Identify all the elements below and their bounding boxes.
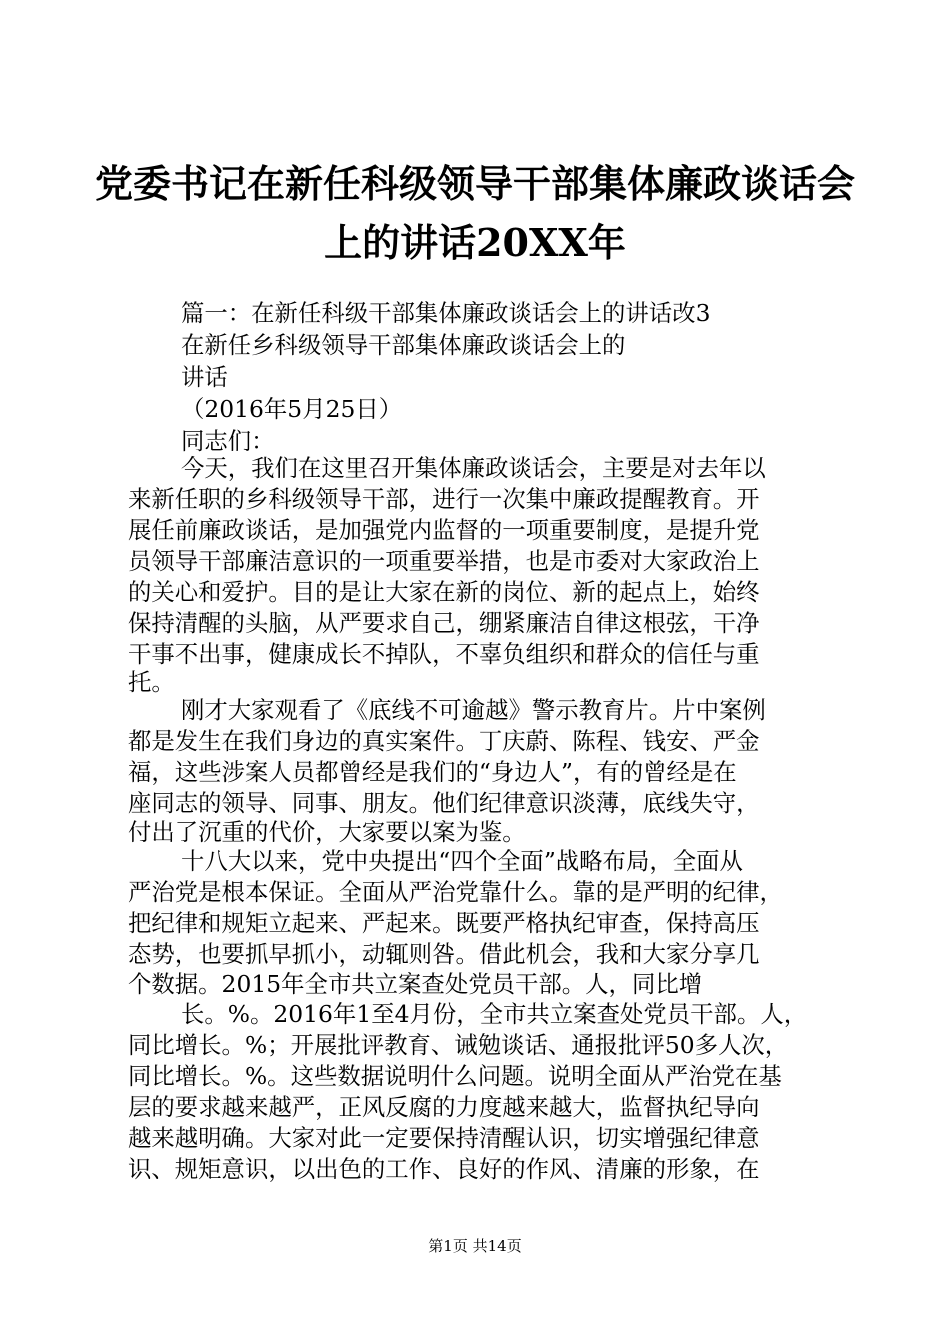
body-line: 识、规矩意识，以出色的工作、良好的作风、清廉的形象，在 — [128, 1155, 760, 1183]
subtitle-line: 在新任乡科级领导干部集体廉政谈话会上的 — [181, 331, 626, 359]
body-line: 十八大以来，党中央提出“四个全面”战略布局，全面从 — [181, 847, 743, 875]
body-line: 保持清醒的头脑，从严要求自己，绷紧廉洁自律这根弦，干净 — [128, 609, 760, 637]
body-line: 个数据。2015年全市共立案查处党员干部。人，同比增 — [128, 970, 703, 998]
body-line: 层的要求越来越严，正风反腐的力度越来越大，监督执纪导向 — [128, 1093, 760, 1121]
body-line: 展任前廉政谈话，是加强党内监督的一项重要制度，是提升党 — [128, 516, 760, 544]
body-line: 把纪律和规矩立起来、严起来。既要严格执纪审查，保持高压 — [128, 909, 760, 937]
body-line: 的关心和爱护。目的是让大家在新的岗位、新的起点上，始终 — [128, 578, 760, 606]
body-line: 同比增长。%。这些数据说明什么问题。说明全面从严治党在基 — [128, 1062, 782, 1090]
body-line: 来新任职的乡科级领导干部，进行一次集中廉政提醒教育。开 — [128, 485, 760, 513]
subtitle-line: 讲话 — [181, 363, 228, 391]
body-line: 座同志的领导、同事、朋友。他们纪律意识淡薄，底线失守， — [128, 789, 760, 817]
subtitle-line: 篇一：在新任科级干部集体廉政谈话会上的讲话改3 — [181, 299, 711, 327]
body-line: 福，这些涉案人员都曾经是我们的“身边人”，有的曾经是在 — [128, 758, 737, 786]
body-line: 干事不出事，健康成长不掉队，不辜负组织和群众的信任与重 — [128, 640, 760, 668]
body-line: 都是发生在我们身边的真实案件。丁庆蔚、陈程、钱安、严金 — [128, 727, 760, 755]
body-line: 付出了沉重的代价，大家要以案为鉴。 — [128, 818, 526, 846]
body-line: 严治党是根本保证。全面从严治党靠什么。靠的是严明的纪律， — [128, 878, 783, 906]
body-line: 态势，也要抓早抓小，动辄则咎。借此机会，我和大家分享几 — [128, 940, 760, 968]
body-line: 越来越明确。大家对此一定要保持清醒认识，切实增强纪律意 — [128, 1124, 760, 1152]
body-line: 刚才大家观看了《底线不可逾越》警示教育片。片中案例 — [181, 696, 766, 724]
date-line: （2016年5月25日） — [181, 395, 403, 423]
salutation: 同志们： — [181, 427, 275, 455]
body-line: 今天，我们在这里召开集体廉政谈话会，主要是对去年以 — [181, 454, 766, 482]
page-footer: 第1页 共14页 — [428, 1237, 522, 1255]
body-line: 托。 — [128, 668, 175, 696]
body-line: 长。%。2016年1至4月份，全市共立案查处党员干部。人， — [181, 1000, 808, 1028]
document-title-line-1: 党委书记在新任科级领导干部集体廉政谈话会 — [94, 161, 855, 206]
body-line: 同比增长。%；开展批评教育、诫勉谈话、通报批评50多人次， — [128, 1031, 789, 1059]
body-line: 员领导干部廉洁意识的一项重要举措，也是市委对大家政治上 — [128, 547, 760, 575]
document-title-line-2: 上的讲话20XX年 — [324, 220, 626, 265]
